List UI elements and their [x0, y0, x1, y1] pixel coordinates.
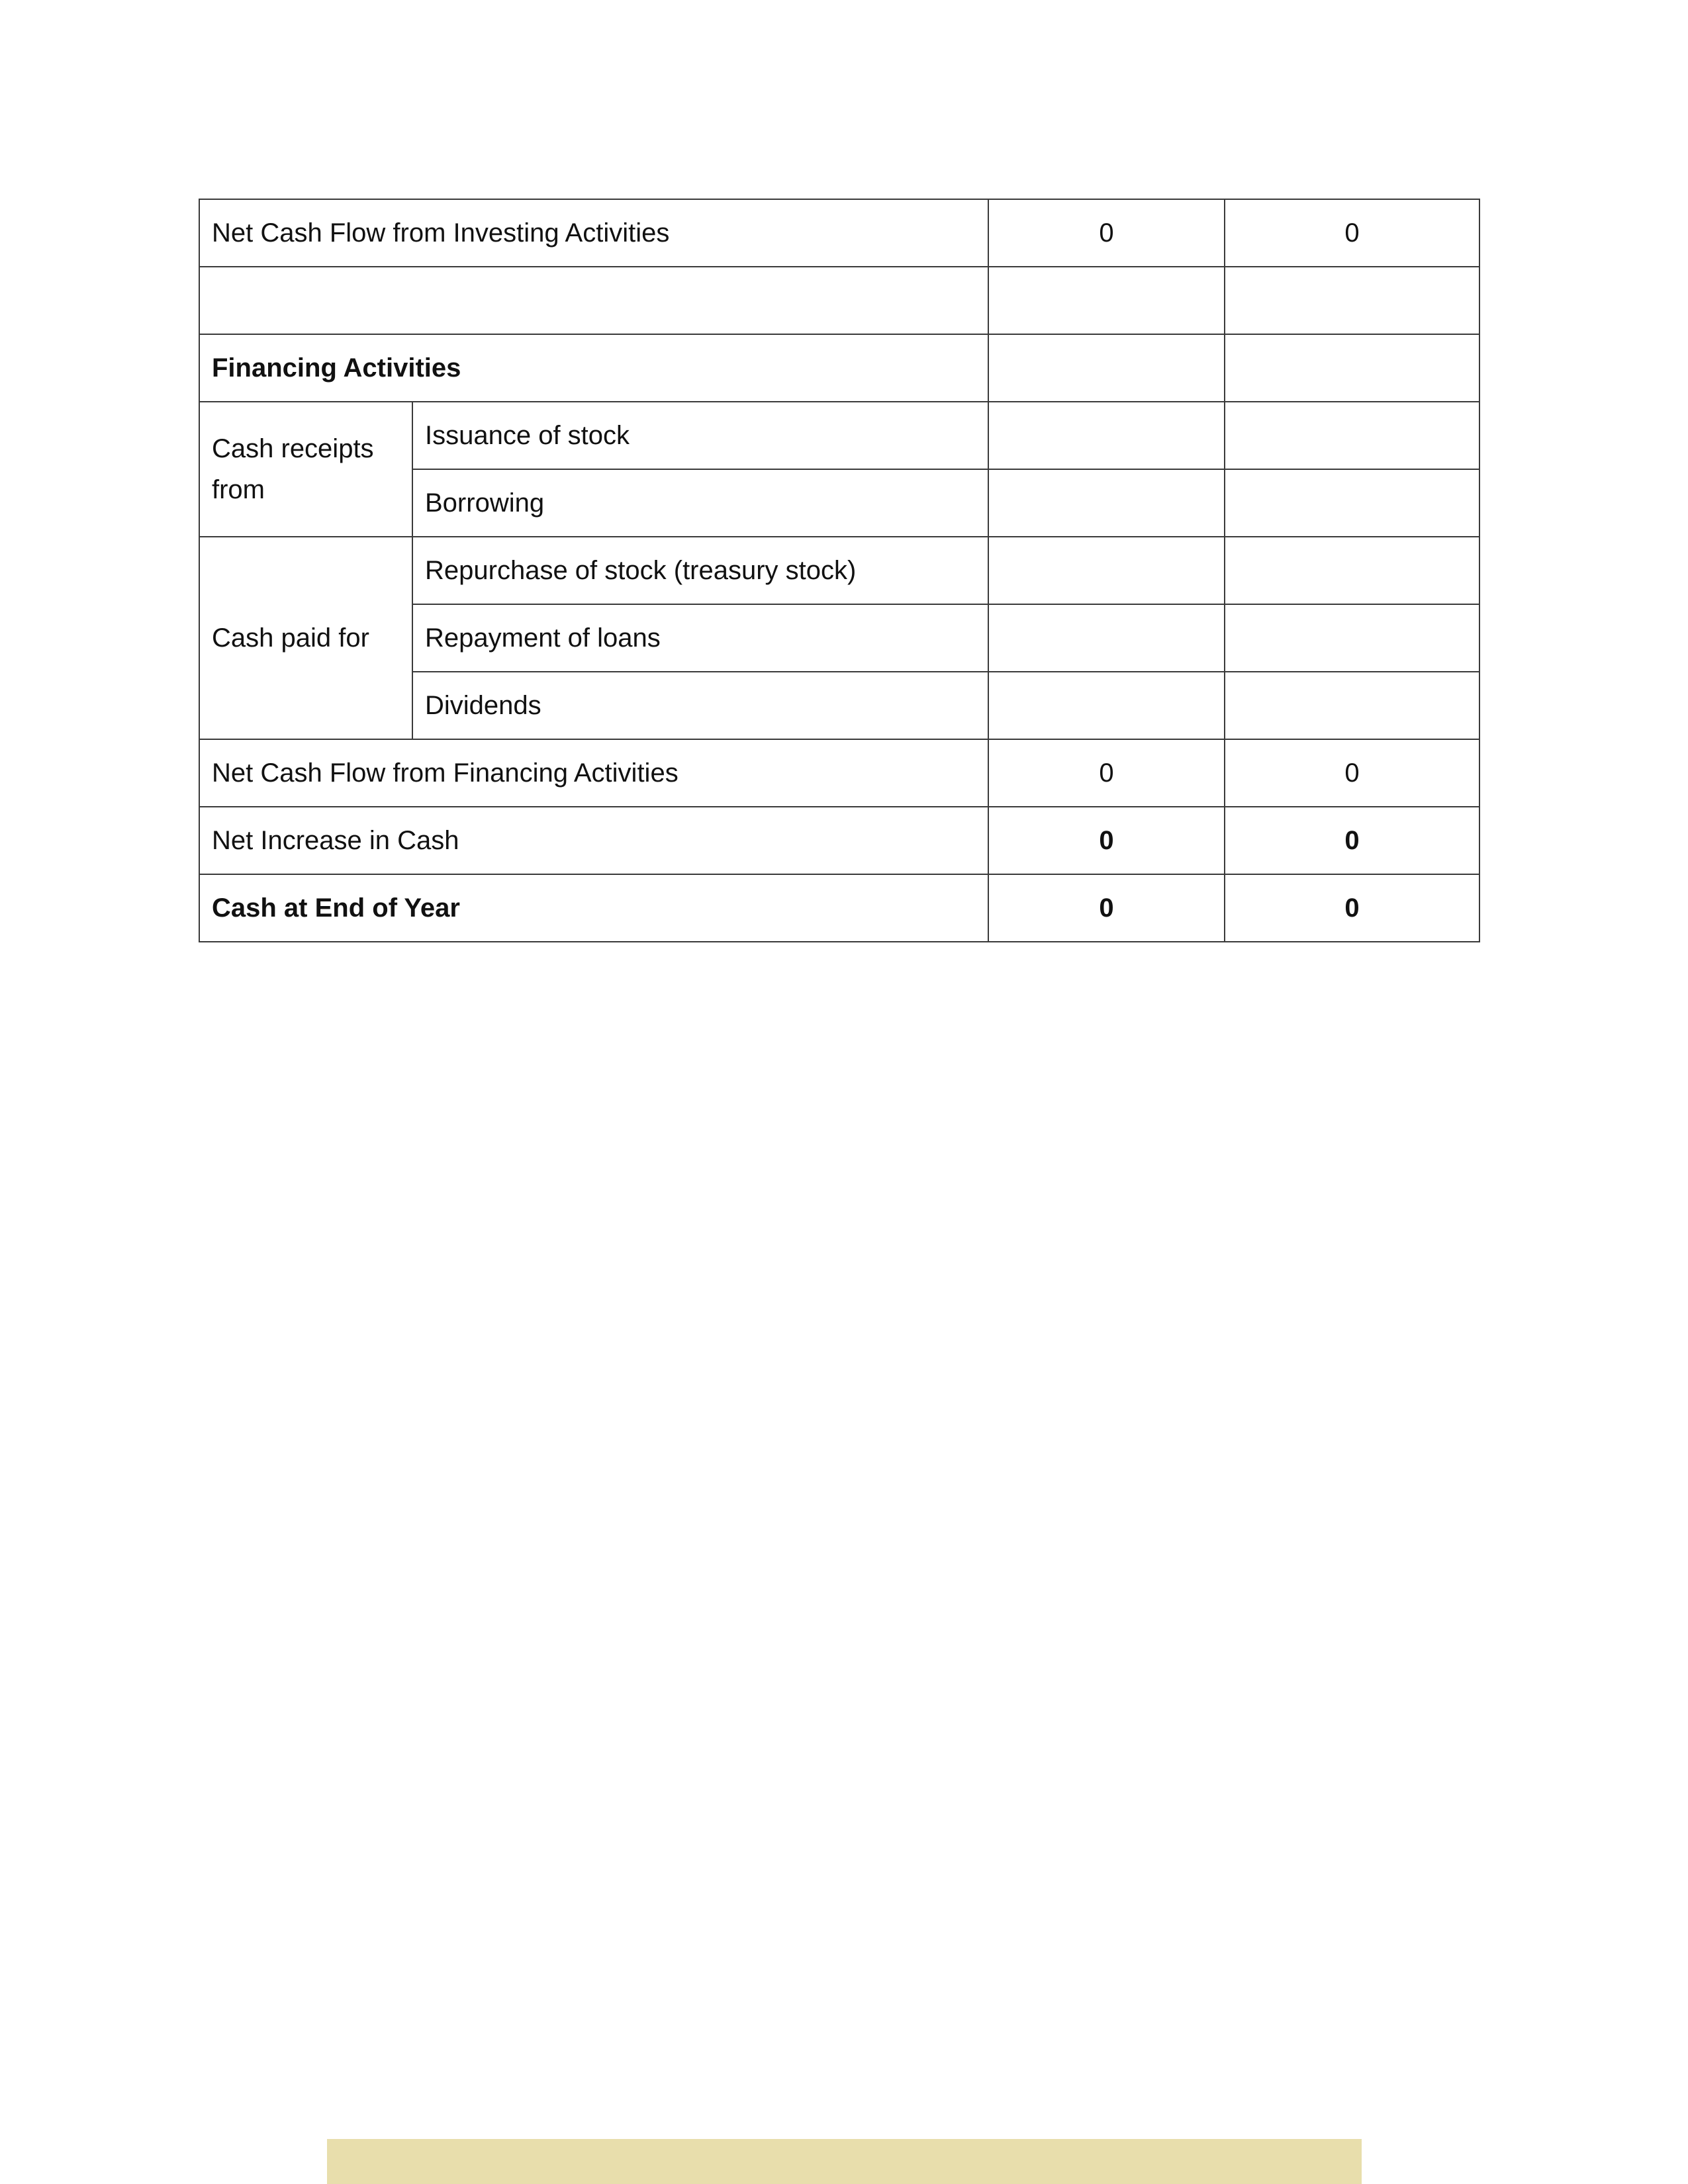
group-label-cash-receipts: Cash receipts from [199, 402, 412, 537]
table-row-cash-end [199, 874, 1479, 942]
row-label: Repurchase of stock (treasury stock) [412, 537, 988, 604]
value-cell: 0 [1225, 874, 1479, 942]
value-cell: 0 [1225, 739, 1479, 807]
cash-flow-table [199, 199, 1480, 942]
empty-cell [988, 402, 1225, 469]
empty-cell [988, 537, 1225, 604]
empty-cell [988, 267, 1225, 334]
table-row-net-financing [199, 739, 1479, 807]
empty-cell [988, 469, 1225, 537]
value-cell: 0 [988, 874, 1225, 942]
empty-cell [988, 672, 1225, 739]
footer-band [327, 2139, 1362, 2184]
section-heading: Financing Activities [199, 334, 988, 402]
value-cell: 0 [1225, 807, 1479, 874]
empty-cell [1225, 334, 1479, 402]
table-row-financing-header [199, 334, 1479, 402]
value-cell: 0 [1225, 199, 1479, 267]
row-label: Repayment of loans [412, 604, 988, 672]
value-cell: 0 [988, 807, 1225, 874]
table-row-net-investing [199, 199, 1479, 267]
empty-cell [988, 604, 1225, 672]
row-label: Borrowing [412, 469, 988, 537]
value-cell: 0 [988, 199, 1225, 267]
empty-cell [1225, 604, 1479, 672]
row-label: Net Cash Flow from Financing Activities [199, 739, 988, 807]
empty-cell [1225, 537, 1479, 604]
empty-cell [199, 267, 988, 334]
table-row-issuance [199, 402, 1479, 469]
row-label: Issuance of stock [412, 402, 988, 469]
empty-cell [988, 334, 1225, 402]
table-row-blank [199, 267, 1479, 334]
empty-cell [1225, 402, 1479, 469]
value-cell: 0 [988, 739, 1225, 807]
table-row-net-increase [199, 807, 1479, 874]
empty-cell [1225, 469, 1479, 537]
row-label: Dividends [412, 672, 988, 739]
row-label: Cash at End of Year [199, 874, 988, 942]
row-label: Net Increase in Cash [199, 807, 988, 874]
row-label: Net Cash Flow from Investing Activities [199, 199, 988, 267]
table-row-repurchase [199, 537, 1479, 604]
empty-cell [1225, 672, 1479, 739]
empty-cell [1225, 267, 1479, 334]
group-label-cash-paid: Cash paid for [199, 537, 412, 739]
